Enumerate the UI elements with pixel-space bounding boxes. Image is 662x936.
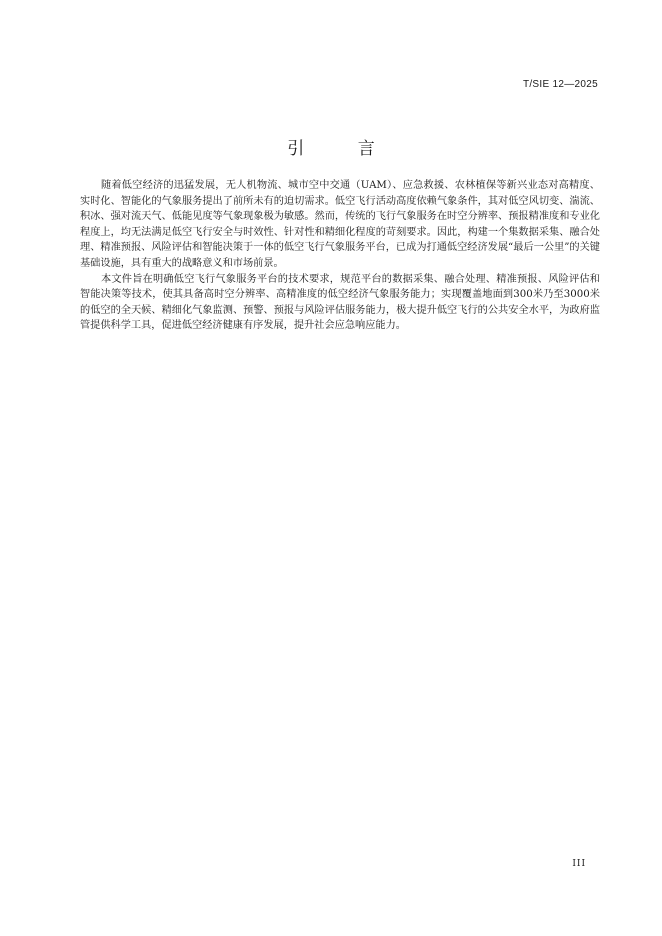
document-code: T/SIE 12—2025 xyxy=(522,79,598,90)
page-number: III xyxy=(572,859,586,869)
section-title: 引 言 xyxy=(287,139,399,159)
paragraph-2: 本文件旨在明确低空飞行气象服务平台的技术要求，规范平台的数据采集、融合处理、精准预报、风险评估和智能决策等技术，使其具备高时空分辨率、高精准度的低空经济气象服务能力；实现覆盖地面到300米乃至3000米的低空的全天候、精细化气象监测、预警、预报与风险评估服务能力，极大提升低空飞行的公共安全水平，为政府监管提供科学工具，促进低空经济健康有序发展，提升社会应急响应能力。 xyxy=(80,273,600,332)
body-text xyxy=(80,178,600,334)
paragraph-1: 随着低空经济的迅猛发展，无人机物流、城市空中交通（UAM）、应急救援、农林植保等新兴业态对高精度、实时化、智能化的气象服务提出了前所未有的迫切需求。低空飞行活动高度依赖气象条件，其对低空风切变、湍流、积冰、强对流天气、低能见度等气象现象极为敏感。然而，传统的飞行气象服务在时空分辨率、预报精准度和专业化程度上，均无法满足低空飞行安全与时效性、针对性和精细化程度的苛刻要求。因此，构建一个集数据采集、融合处理、精准预报、风险评估和智能决策于一体的低空飞行气象服务平台，已成为打通低空经济发展“最后一公里”的关键基础设施，具有重大的战略意义和市场前景。 xyxy=(80,180,600,269)
